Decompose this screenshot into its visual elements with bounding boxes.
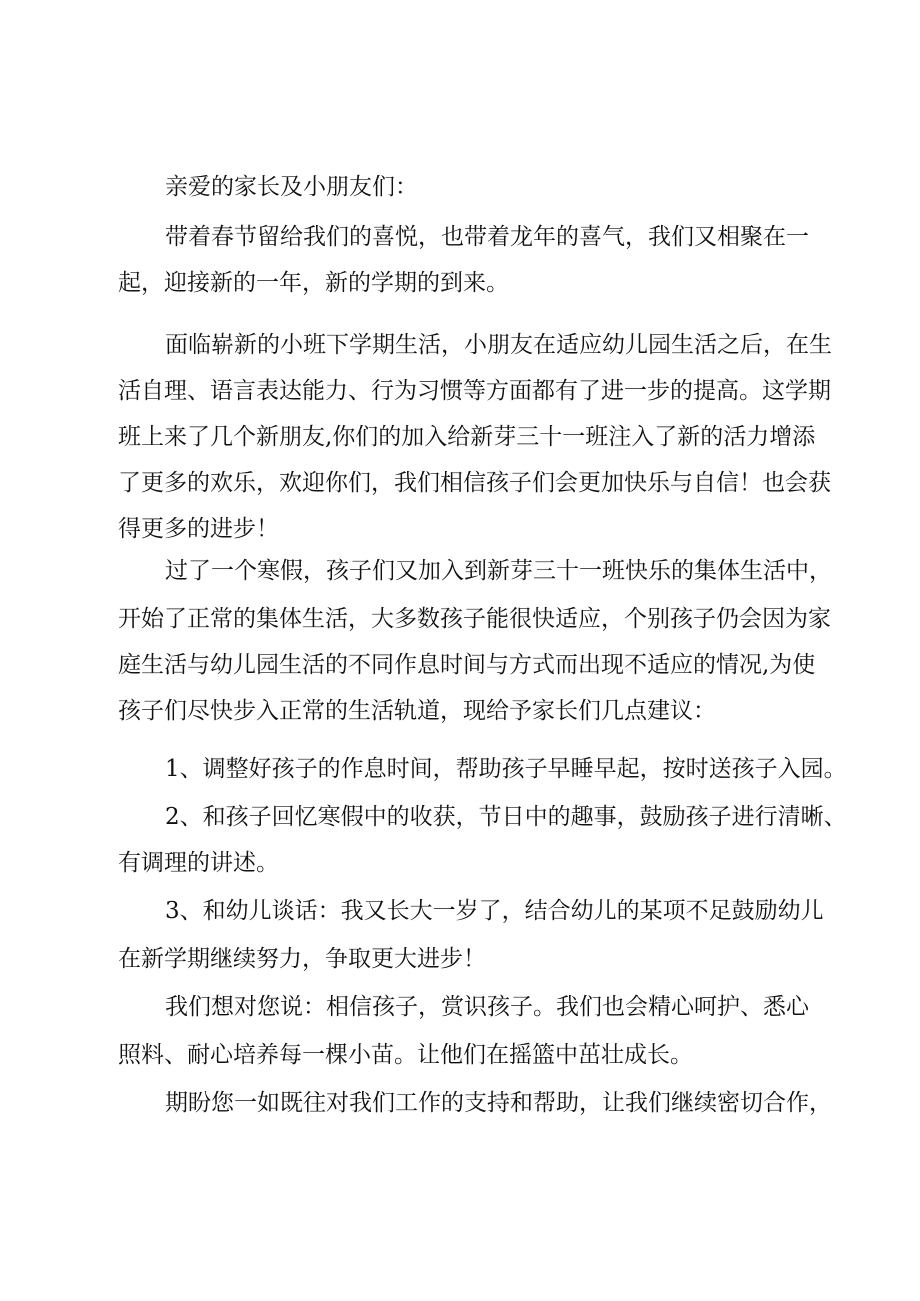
paragraph-line: 活自理、语言表达能力、行为习惯等方面都有了进一步的提高。这学期	[118, 378, 831, 404]
paragraph-line: 2、和孩子回忆寒假中的收获，节日中的趣事，鼓励孩子进行清晰、	[165, 804, 847, 830]
paragraph-line: 开始了正常的集体生活，大多数孩子能很快适应，个别孩子仍会因为家	[118, 606, 831, 632]
paragraph-line: 班上来了几个新朋友,你们的加入给新芽三十一班注入了新的活力增添	[118, 424, 816, 450]
paragraph-line: 在新学期继续努力，争取更大进步！	[118, 946, 486, 972]
paragraph-line: 带着春节留给我们的喜悦，也带着龙年的喜气，我们又相聚在一	[165, 224, 809, 250]
paragraph-line: 孩子们尽快步入正常的生活轨道，现给予家长们几点建议：	[118, 698, 716, 724]
paragraph-line: 了更多的欢乐，欢迎你们，我们相信孩子们会更加快乐与自信！也会获	[118, 470, 831, 496]
paragraph-line: 1、调整好孩子的作息时间，帮助孩子早睡早起，按时送孩子入园。	[165, 756, 847, 782]
greeting: 亲爱的家长及小朋友们：	[165, 174, 418, 200]
paragraph-line: 过了一个寒假，孩子们又加入到新芽三十一班快乐的集体生活中，	[165, 558, 832, 584]
paragraph-line: 期盼您一如既往对我们工作的支持和帮助，让我们继续密切合作，	[165, 1090, 832, 1116]
paragraph-line: 有调理的讲述。	[118, 850, 279, 876]
paragraph-line: 面临崭新的小班下学期生活，小朋友在适应幼儿园生活之后，在生	[165, 332, 832, 358]
paragraph-line: 照料、耐心培养每一棵小苗。让他们在摇篮中茁壮成长。	[118, 1042, 693, 1068]
paragraph-line: 庭生活与幼儿园生活的不同作息时间与方式而出现不适应的情况,为使	[118, 652, 816, 678]
paragraph-line: 3、和幼儿谈话：我又长大一岁了，结合幼儿的某项不足鼓励幼儿	[165, 898, 824, 924]
paragraph-line: 我们想对您说：相信孩子，赏识孩子。我们也会精心呵护、悉心	[165, 994, 809, 1020]
paragraph-line: 得更多的进步！	[118, 516, 279, 542]
paragraph-line: 起，迎接新的一年，新的学期的到来。	[118, 270, 509, 296]
